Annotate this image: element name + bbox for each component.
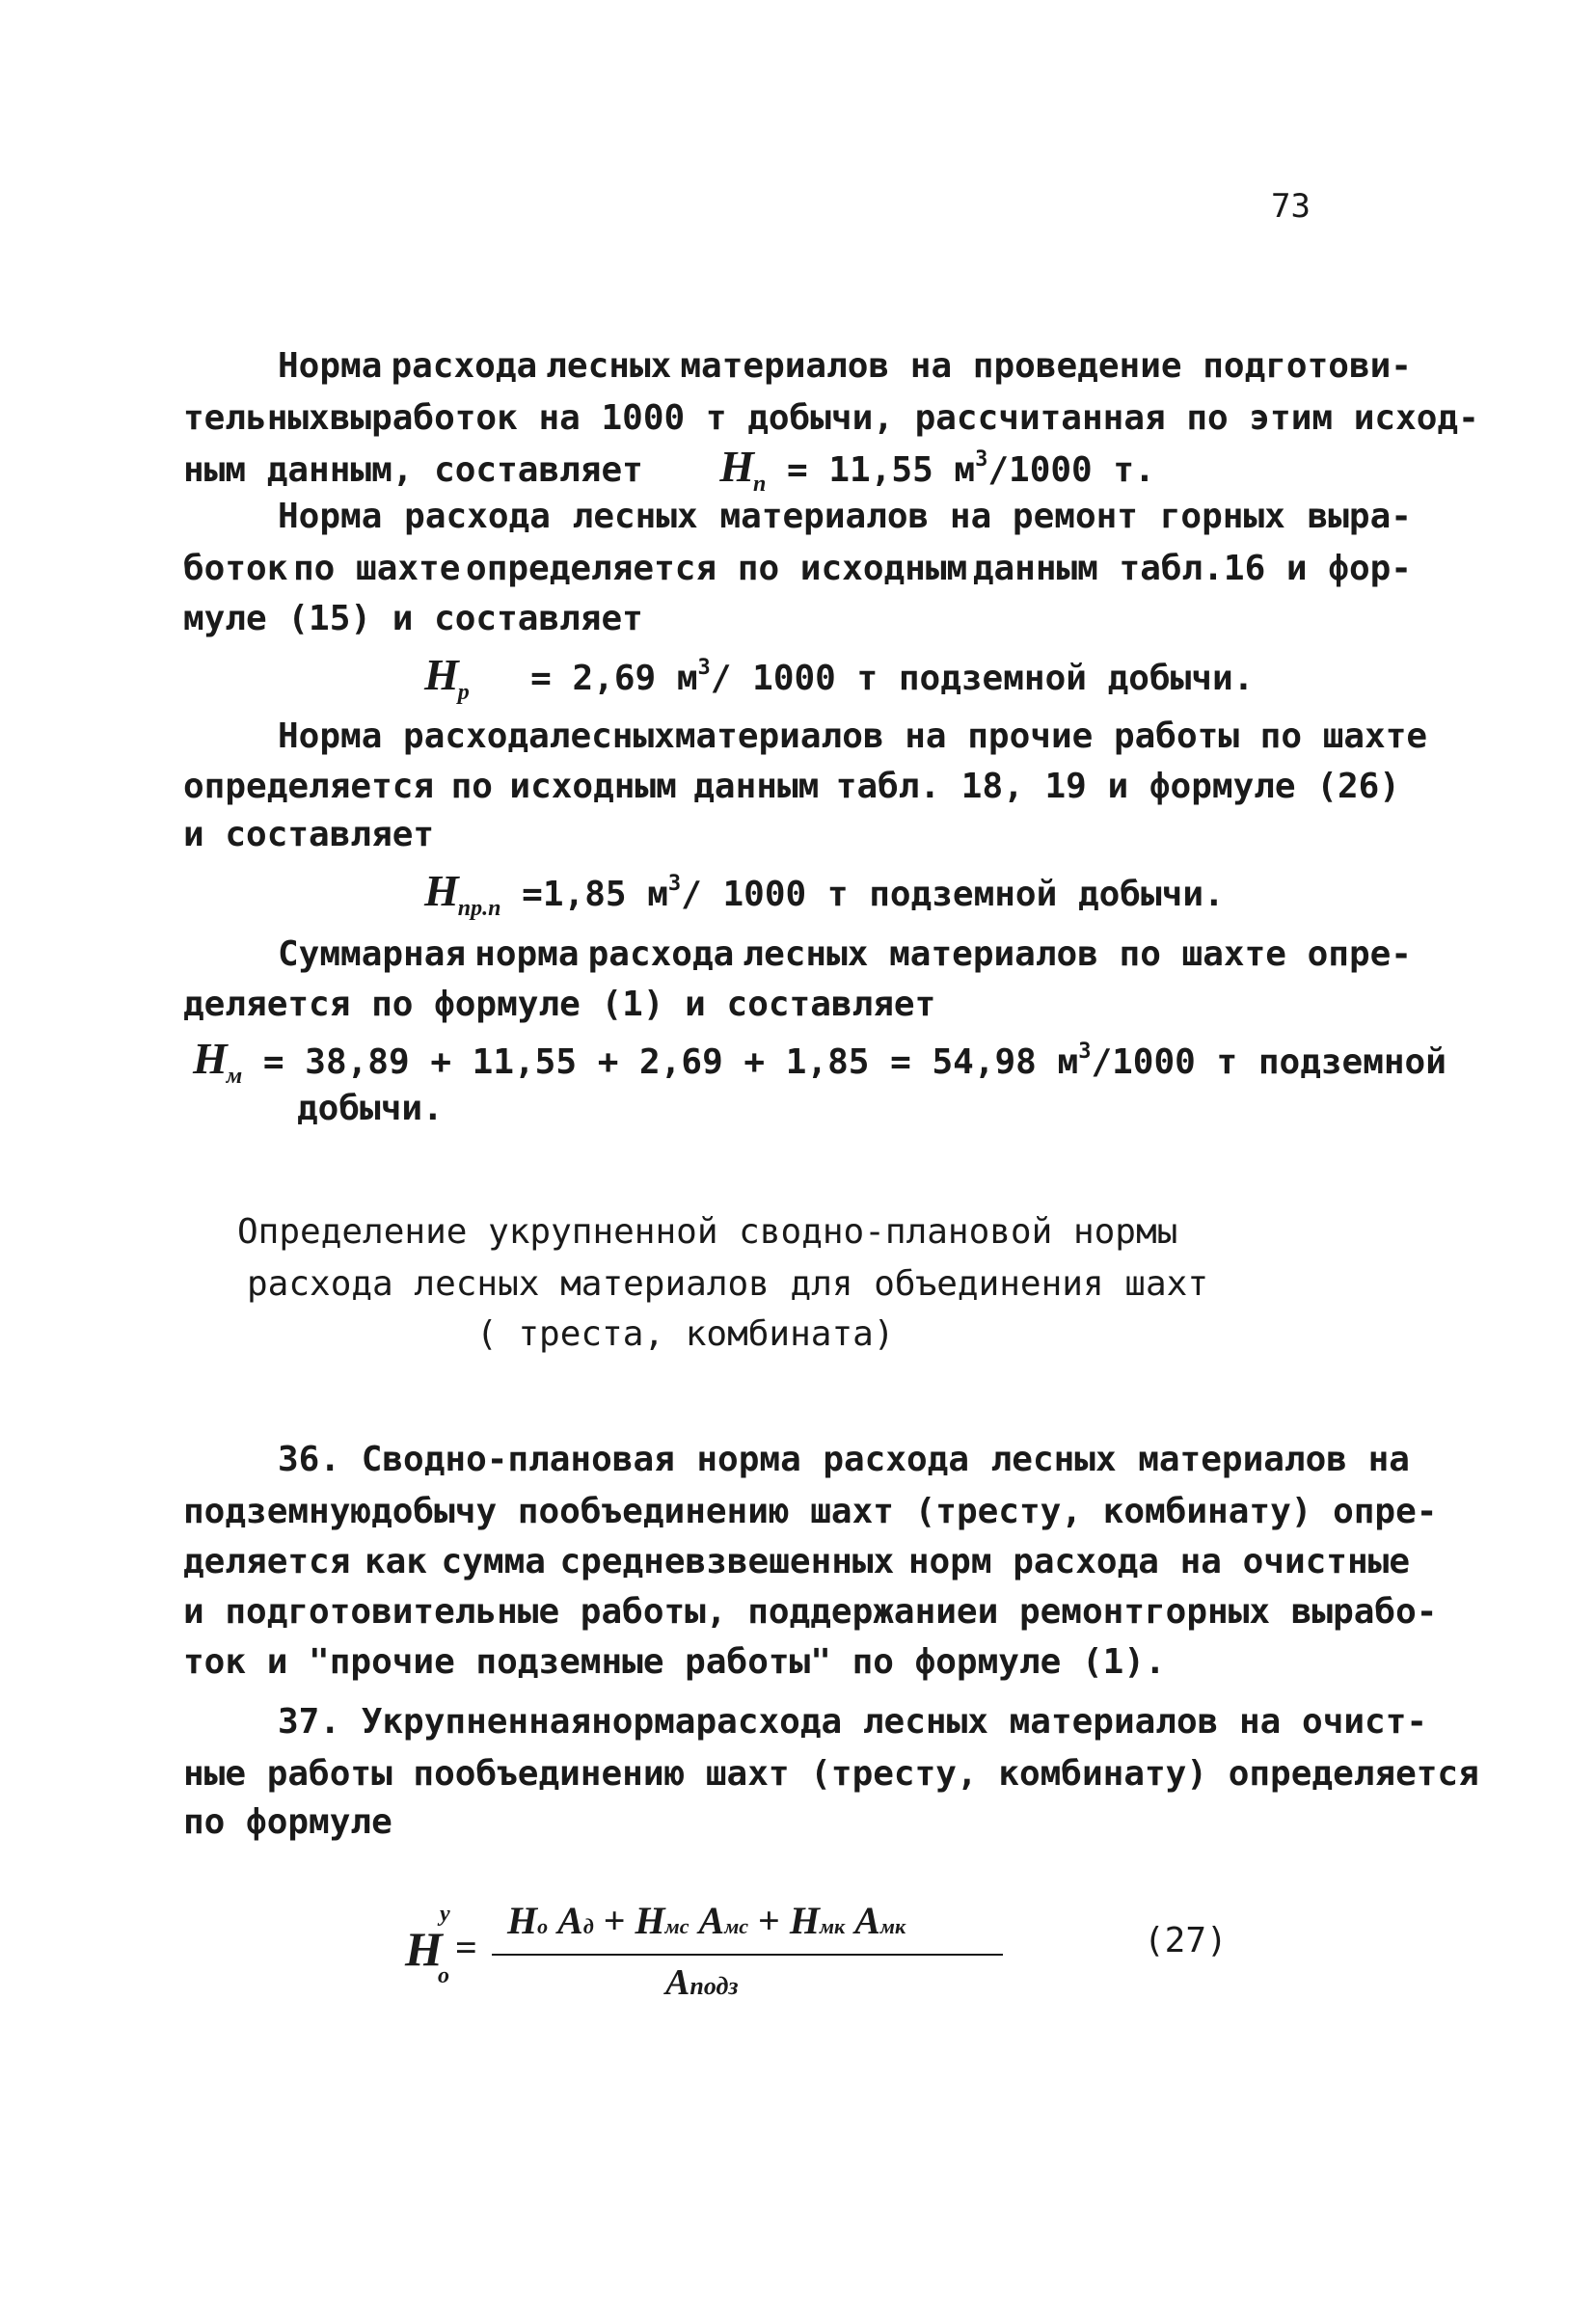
para6-line1: [278, 1699, 1428, 1745]
text: ным данным, составляет: [183, 450, 643, 490]
para2-equation: [424, 652, 1254, 716]
text: норм расхода на очистные: [907, 1542, 1410, 1581]
text: выра-: [1307, 497, 1412, 536]
text: лесных: [546, 346, 672, 386]
text: данным: [693, 767, 820, 806]
para2-line1: [278, 494, 1412, 540]
formula-27: [405, 1880, 1228, 2015]
text: и подготовительные работы, поддержание: [183, 1592, 978, 1632]
formula-denominator: [665, 1961, 739, 2004]
para1-line2: [183, 395, 1479, 442]
text: как: [364, 1542, 427, 1581]
text: расхода: [391, 346, 538, 386]
norm-subscript: пр.п: [457, 896, 501, 921]
section-heading-line2: расхода лесных материалов для объединения шахт: [247, 1264, 1208, 1304]
text: 37. Укрупненная: [278, 1702, 592, 1742]
num-term3-b: А: [854, 1899, 880, 1942]
num-term1-b: А: [557, 1899, 583, 1942]
text: лесных материалов по шахте опре-: [743, 934, 1412, 974]
text: Норма: [278, 497, 383, 536]
norm-symbol: Н: [193, 1034, 227, 1083]
formula-equals: =: [455, 1926, 477, 1969]
text: Норма расхода: [278, 716, 550, 756]
unit-power: 3: [1078, 1040, 1092, 1064]
page-number: 73: [1271, 187, 1311, 226]
unit: / 1000 т подземной добычи.: [710, 659, 1255, 698]
para3-equation: [424, 868, 1225, 932]
para6-line3: по формуле: [183, 1802, 392, 1842]
num-term3: Н: [789, 1899, 820, 1942]
text: расхода: [823, 1440, 970, 1479]
text: Суммарная: [278, 934, 467, 974]
text: определяется: [183, 767, 435, 806]
num-term1-sub: о: [537, 1914, 549, 1938]
unit-power: 3: [975, 447, 988, 472]
text: по: [450, 767, 493, 806]
unit: /1000 т подземной: [1091, 1042, 1446, 1082]
den-sub: подз: [689, 1972, 739, 2000]
para1-line1: [278, 343, 1412, 390]
text: подземную: [183, 1492, 372, 1531]
para5-line1: [278, 1437, 1410, 1483]
text: сумма: [441, 1542, 546, 1581]
num-term2-sub: мс: [664, 1914, 689, 1938]
text: объединению шахт (тресту, комбинату) определяется: [454, 1754, 1479, 1794]
formula-numerator: Но Ад + Нмс Амс + Нмк Амк: [507, 1899, 906, 1942]
text: по шахте: [293, 549, 461, 588]
text: и ремонт: [977, 1592, 1145, 1632]
num-term3-bsub: мк: [879, 1914, 906, 1938]
value: = 11,55 м: [787, 450, 976, 490]
text: лесных: [572, 497, 698, 536]
formula-lhs-sup: у: [440, 1902, 450, 1927]
text: табл. 18, 19 и формуле (26): [835, 767, 1400, 806]
num-term2-bsub: мс: [724, 1914, 749, 1938]
text: лесных: [990, 1440, 1117, 1479]
num-term1-bsub: д: [582, 1914, 594, 1938]
norm-symbol: Н: [424, 866, 458, 915]
unit: /1000 т.: [987, 450, 1155, 490]
unit: / 1000 т подземной добычи.: [681, 875, 1225, 914]
value: = 38,89 + 11,55 + 2,69 + 1,85 = 54,98 м: [262, 1042, 1079, 1082]
norm-subscript: р: [457, 680, 470, 705]
para3-line3: и составляет: [183, 815, 435, 854]
formula-number: (27): [1144, 1921, 1228, 1960]
para5-line2: [183, 1489, 1438, 1535]
para4-line1: [278, 932, 1412, 978]
num-term2: Н: [635, 1899, 665, 1942]
lhs-symbol: Н: [405, 1922, 443, 1976]
text: материалов на: [1138, 1440, 1410, 1479]
text: средневзвешенных: [559, 1542, 895, 1581]
text: объединению шахт (тресту, комбинату) опре-: [559, 1492, 1438, 1531]
norm-symbol: Н: [424, 650, 458, 699]
text: боток: [183, 549, 288, 588]
section-heading-line1: Определение укрупненной сводно-плановой нормы: [237, 1212, 1178, 1252]
value: = 2,69 м: [530, 659, 698, 698]
unit-power: 3: [667, 872, 682, 896]
para5-line5: ток и "прочие подземные работы" по формуле (1).: [183, 1642, 1166, 1682]
text: горных вырабо-: [1145, 1592, 1438, 1632]
para3-line2: [183, 764, 1400, 810]
unit-power: 3: [697, 656, 711, 680]
text: добычу по: [371, 1492, 560, 1531]
fraction-bar: [492, 1954, 1003, 1956]
text: материалов на прочие работы по шахте: [674, 716, 1428, 756]
text: Норма: [278, 346, 383, 386]
text: ные работы по: [183, 1754, 455, 1794]
text: данным табл.16 и фор-: [972, 549, 1412, 588]
text: норма: [591, 1702, 696, 1742]
para4-equation-cont: добычи.: [297, 1089, 444, 1128]
para2-line2: [183, 546, 1412, 592]
text: деляется: [183, 1542, 351, 1581]
text: расхода: [404, 497, 551, 536]
num-term3-sub: мк: [819, 1914, 846, 1938]
text: норма: [696, 1440, 801, 1479]
den-symbol: А: [665, 1962, 690, 2003]
norm-subscript: п: [752, 472, 767, 497]
text: материалов на ремонт: [719, 497, 1138, 536]
num-term1: Н: [507, 1899, 538, 1942]
para2-line3: муле (15) и составляет: [183, 599, 643, 638]
norm-subscript: м: [226, 1064, 243, 1089]
text: лесных: [549, 716, 675, 756]
para3-line1: [278, 714, 1428, 760]
text: тельных: [183, 398, 330, 438]
text: норма: [474, 934, 580, 974]
formula-lhs-sub: о: [438, 1963, 449, 1988]
text: материалов на проведение подготови-: [680, 346, 1412, 386]
norm-symbol: Н: [719, 442, 753, 491]
section-heading-line3: ( треста, комбината): [476, 1314, 895, 1354]
text: определяется по исходным: [466, 549, 968, 588]
num-term2-b: А: [698, 1899, 725, 1942]
value: =1,85 м: [522, 875, 668, 914]
text: исходным: [509, 767, 677, 806]
text: расхода: [587, 934, 735, 974]
text: 36. Сводно-плановая: [278, 1440, 675, 1479]
para6-line2: [183, 1751, 1479, 1797]
para5-line4: [183, 1589, 1438, 1635]
text: выработок на 1000 т добычи, рассчитанная по этим исход-: [329, 398, 1479, 438]
text: расхода лесных материалов на очист-: [695, 1702, 1428, 1742]
para5-line3: [183, 1539, 1410, 1585]
text: горных: [1159, 497, 1285, 536]
para4-line2: деляется по формуле (1) и составляет: [183, 985, 936, 1024]
